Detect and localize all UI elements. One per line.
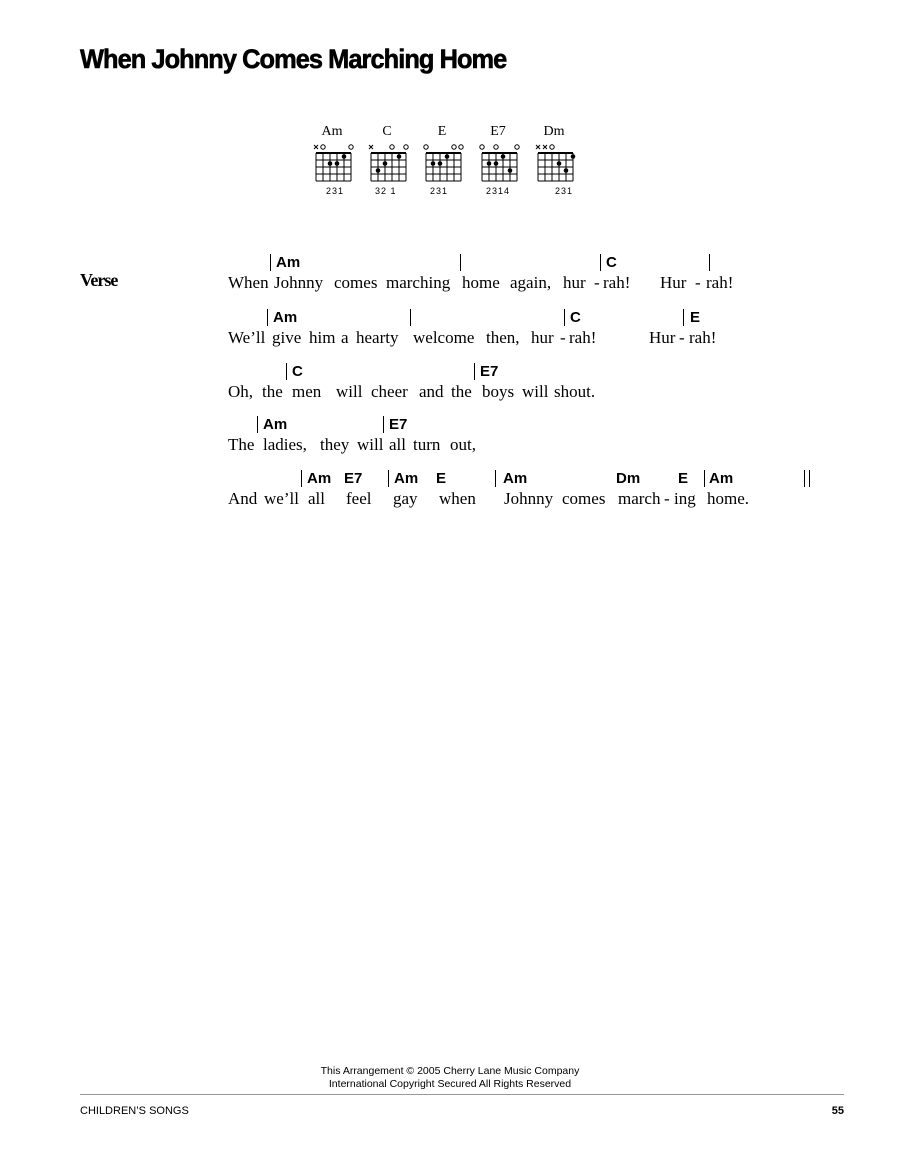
lyric-word: they xyxy=(320,435,350,454)
chord-symbol: E7 xyxy=(480,363,499,380)
copyright-notice xyxy=(0,1065,900,1091)
lyric-word: him xyxy=(309,328,336,347)
bar-line xyxy=(564,309,565,326)
lyric-hyphen: - xyxy=(664,489,670,508)
chord-symbol: Am xyxy=(307,470,332,487)
lyric-word: we’ll xyxy=(264,489,299,508)
lyric-line-1 xyxy=(228,254,828,304)
lyric-word: Johnny xyxy=(274,273,324,292)
chord-symbol: C xyxy=(292,363,303,380)
bar-line xyxy=(460,254,461,271)
chord-fingering: 231 xyxy=(430,186,449,196)
lyric-hyphen: - xyxy=(695,273,701,292)
lyric-word: all xyxy=(308,489,325,508)
lyric-line-3 xyxy=(228,363,828,413)
chord-symbol: Am xyxy=(263,416,288,433)
lyric-word: rah! xyxy=(706,273,734,292)
lyric-word: ing xyxy=(674,489,696,508)
lyric-word: the xyxy=(262,382,283,401)
chord-symbol: Am xyxy=(394,470,419,487)
lyric-word: comes xyxy=(334,273,378,292)
lyric-word: again, xyxy=(510,273,552,292)
bar-line xyxy=(270,254,271,271)
lyric-word: home xyxy=(462,273,500,292)
footer-divider xyxy=(80,1094,844,1095)
bar-line xyxy=(709,254,710,271)
fretboard-grid-icon xyxy=(365,142,409,186)
chord-symbol: Dm xyxy=(616,470,641,487)
bar-line xyxy=(600,254,601,271)
bar-line xyxy=(388,470,389,487)
lyric-word: hearty xyxy=(356,328,399,347)
lyric-word: We’ll xyxy=(228,328,266,347)
lyric-word: gay xyxy=(393,489,418,508)
lyric-word: boys xyxy=(482,382,515,401)
lyric-word: Hur xyxy=(660,273,687,292)
lyric-word: And xyxy=(228,489,258,508)
lyric-word: turn xyxy=(413,435,441,454)
bar-line xyxy=(704,470,705,487)
fretboard-grid-icon xyxy=(310,142,354,186)
bar-line xyxy=(267,309,268,326)
lyric-word: then, xyxy=(486,328,520,347)
fretboard-grid-icon xyxy=(532,142,576,186)
lyric-word: rah! xyxy=(689,328,717,347)
lyric-word: marching xyxy=(386,273,451,292)
chord-symbol: E xyxy=(436,470,447,487)
chord-symbol: Am xyxy=(709,470,734,487)
chord-symbol: C xyxy=(570,309,581,326)
lyric-word: feel xyxy=(346,489,372,508)
lyric-word: the xyxy=(451,382,472,401)
chord-symbol: E xyxy=(690,309,701,326)
bar-line xyxy=(286,363,287,380)
lyric-line-2 xyxy=(228,309,828,359)
lyric-word: ladies, xyxy=(263,435,307,454)
chord-diagram-name: Am xyxy=(321,124,343,139)
lyric-hyphen: - xyxy=(679,328,685,347)
lyric-word: The xyxy=(228,435,255,454)
chord-fingering: 231 xyxy=(326,186,345,196)
fretboard-grid-icon xyxy=(476,142,520,186)
bar-line xyxy=(383,416,384,433)
bar-line xyxy=(301,470,302,487)
double-bar-line xyxy=(804,470,810,487)
chord-symbol: C xyxy=(606,254,617,271)
page-number: 55 xyxy=(831,1105,844,1117)
chord-symbol: E7 xyxy=(344,470,363,487)
lyric-word: rah! xyxy=(603,273,631,292)
chord-diagram-name: Dm xyxy=(543,124,565,139)
bar-line xyxy=(683,309,684,326)
chord-diagram-name: E xyxy=(437,124,447,139)
chord-fingering: 2314 xyxy=(486,186,511,196)
lyric-word: when xyxy=(439,489,476,508)
chord-diagram-name: C xyxy=(382,124,392,139)
lyric-line-4 xyxy=(228,416,828,466)
song-title: When Johnny Comes Marching Home xyxy=(80,44,507,74)
bar-line xyxy=(410,309,411,326)
lyric-word: Hur xyxy=(649,328,676,347)
lyric-word: out, xyxy=(450,435,476,454)
lyric-word: will xyxy=(336,382,363,401)
copyright-line: International Copyright Secured All Rights Reserved xyxy=(328,1078,572,1090)
fretboard-grid-icon xyxy=(420,142,464,186)
lyric-word: comes xyxy=(562,489,606,508)
chord-diagram-am xyxy=(310,124,370,202)
chord-symbol: Am xyxy=(503,470,528,487)
lyric-word: Johnny xyxy=(504,489,554,508)
book-title: CHILDREN’S SONGS xyxy=(80,1105,189,1117)
lyric-hyphen: - xyxy=(594,273,600,292)
chord-symbol: Am xyxy=(273,309,298,326)
section-label-verse: Verse xyxy=(80,270,118,290)
bar-line xyxy=(257,416,258,433)
lyric-word: will xyxy=(522,382,549,401)
lyric-word: men xyxy=(292,382,322,401)
chord-symbol: E xyxy=(678,470,689,487)
chord-diagram-c xyxy=(365,124,425,202)
chord-symbol: E7 xyxy=(389,416,408,433)
chord-diagram-name: E7 xyxy=(490,124,506,139)
lyric-word: hur xyxy=(531,328,554,347)
lyric-word: and xyxy=(419,382,444,401)
chord-fingering: 32 1 xyxy=(375,186,397,196)
lyric-word: rah! xyxy=(569,328,597,347)
lyric-word: march xyxy=(618,489,661,508)
chord-diagram-dm xyxy=(532,124,592,202)
bar-line xyxy=(474,363,475,380)
lyric-word: give xyxy=(272,328,302,347)
chord-diagram-e7 xyxy=(476,124,536,202)
lyric-word: will xyxy=(357,435,384,454)
lyric-word: a xyxy=(341,328,349,347)
lyric-word: home. xyxy=(707,489,750,508)
copyright-line: This Arrangement © 2005 Cherry Lane Music Company xyxy=(320,1065,580,1077)
lyric-hyphen: - xyxy=(560,328,566,347)
lyric-word: welcome xyxy=(413,328,475,347)
lyric-word: all xyxy=(389,435,406,454)
chord-diagram-e xyxy=(420,124,480,202)
lyric-word: hur xyxy=(563,273,586,292)
chord-fingering: 231 xyxy=(555,186,574,196)
chord-symbol: Am xyxy=(276,254,301,271)
lyric-word: cheer xyxy=(371,382,408,401)
lyric-line-5 xyxy=(228,470,828,520)
lyric-word: Oh, xyxy=(228,382,254,401)
lyric-word: shout. xyxy=(554,382,596,401)
lyric-word: When xyxy=(228,273,269,292)
bar-line xyxy=(495,470,496,487)
